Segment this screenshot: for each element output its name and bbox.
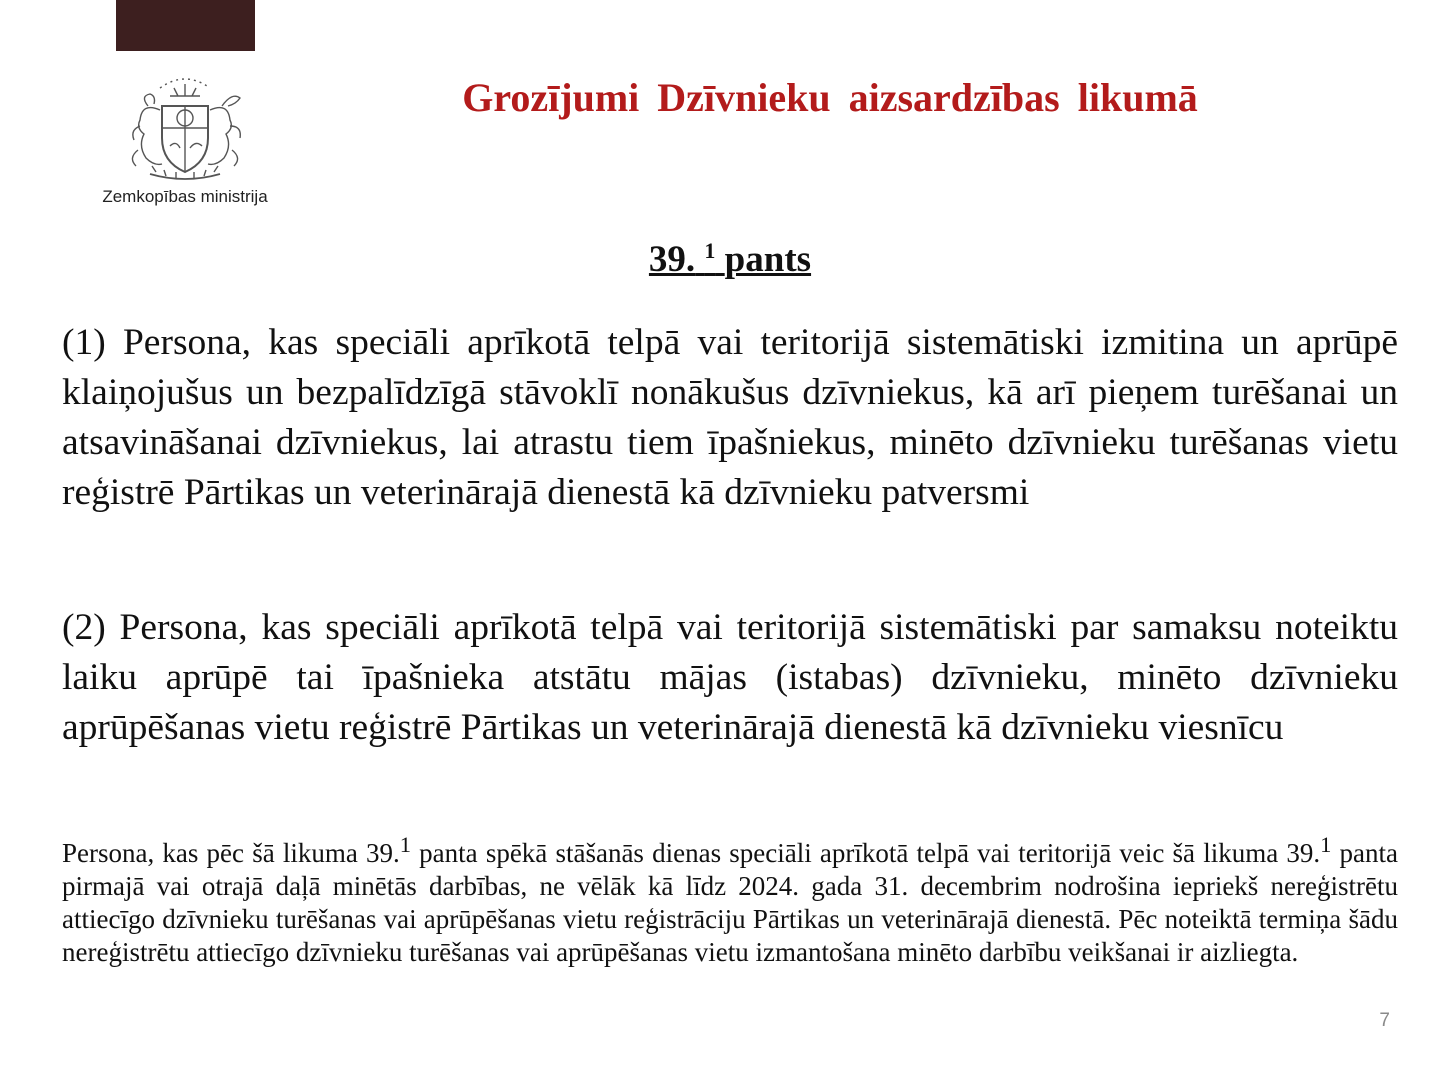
note-superscript-1: 1	[399, 832, 412, 857]
note-part-1: Persona, kas pēc šā likuma 39.	[62, 838, 400, 868]
article-number: 39.	[648, 239, 696, 280]
article-word: pants	[724, 239, 812, 280]
transitional-note	[62, 828, 1398, 969]
note-part-2: panta spēkā stāšanās dienas speciāli aprīkotā telpā vai teritorijā veic šā likuma 39.	[411, 838, 1321, 868]
slide-title: Grozījumi Dzīvnieku aizsardzības likumā	[462, 75, 1198, 120]
page-number: 7	[1379, 1010, 1390, 1031]
article-superscript: 1	[704, 238, 716, 263]
article-heading	[430, 238, 1030, 281]
note-part-3: panta pirmajā vai otrajā daļā minētās darbības, ne vēlāk kā līdz 2024. gada 31. decembrim nodrošina iepriekš nereģistrētu attiecīgo dzīvnieku turēšanas vai aprūpēšanas vietu reģistrāciju Pārtikas un veterinārajā dienestā. Pēc noteiktā termiņa šādu nereģistrētu attiecīgo dzīvnieku turēšanas vai aprūpēšanas vietu izmantošana minēto darbību veikšanai ir aizliegta.	[62, 838, 1398, 967]
paragraph-1: (1) Persona, kas speciāli aprīkotā telpā vai teritorijā sistemātiski izmitina un aprūpē klaiņojušus un bezpalīdzīgā stāvoklī nonākušus dzīvniekus, kā arī pieņem turēšanai un atsavināšanai dzīvniekus, lai atrastu tiem īpašniekus, minēto dzīvnieku turēšanas vietu reģistrē Pārtikas un veterinārajā dienestā kā dzīvnieku patversmi	[62, 322, 1398, 513]
note-superscript-2: 1	[1320, 832, 1332, 857]
paragraph-2: (2) Persona, kas speciāli aprīkotā telpā vai teritorijā sistemātiski par samaksu noteiktu laiku aprūpē tai īpašnieka atstātu mājas (istabas) dzīvnieku, minēto dzīvnieku aprūpēšanas vietu reģistrē Pārtikas un veterinārajā dienestā kā dzīvnieku viesnīcu	[62, 607, 1398, 748]
top-accent-bar	[116, 0, 255, 51]
coat-of-arms-icon	[110, 66, 260, 186]
ministry-logo	[80, 66, 290, 216]
ministry-name: Zemkopības ministrija	[102, 187, 268, 206]
